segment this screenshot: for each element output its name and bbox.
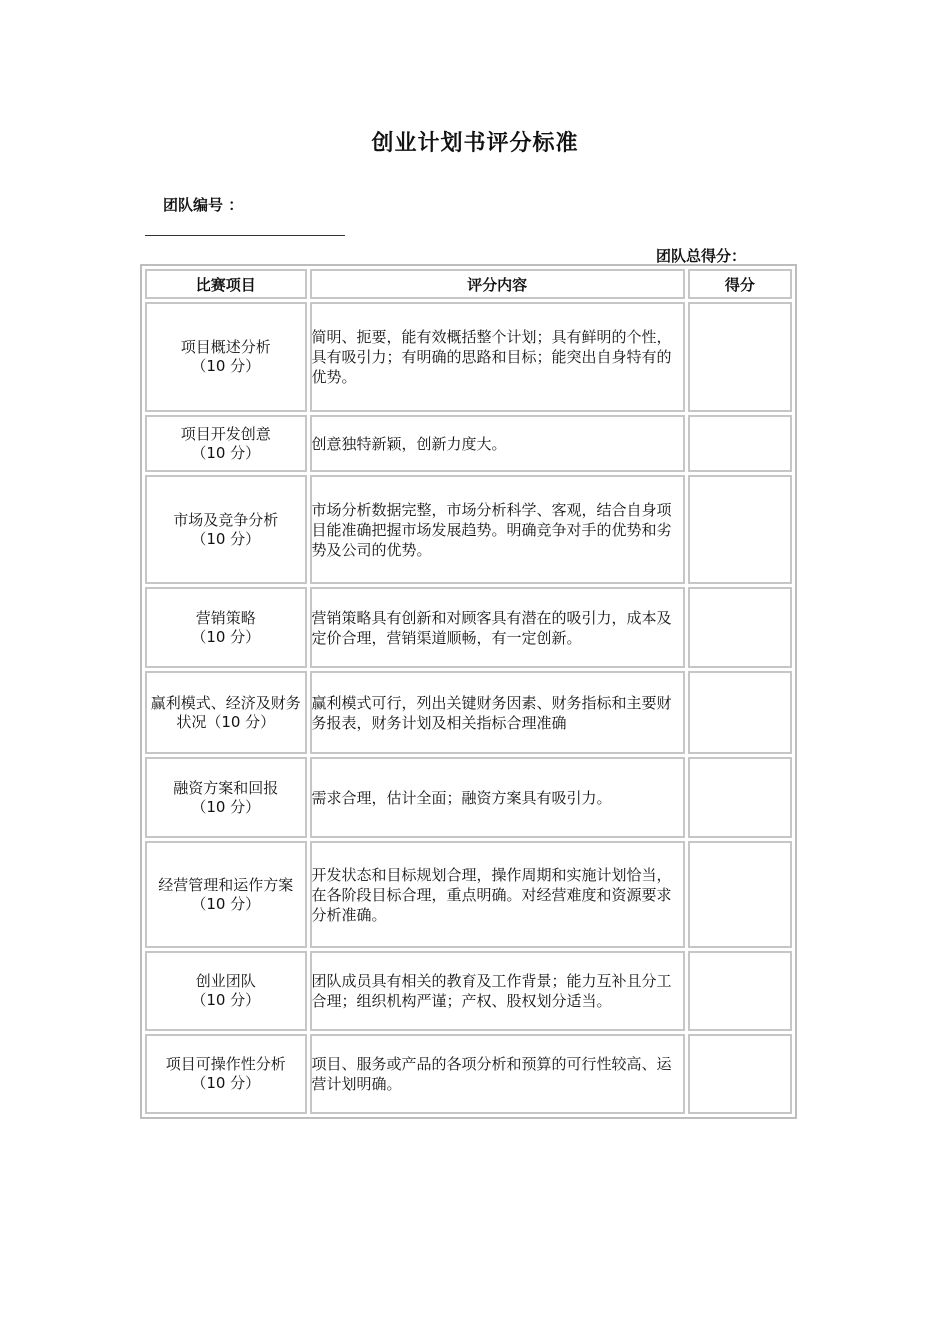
- item-points: （10 分）: [191, 797, 261, 816]
- item-points: 状况（10 分）: [176, 712, 276, 731]
- item-name: 项目概述分析: [180, 338, 271, 356]
- score-cell[interactable]: [688, 671, 792, 754]
- item-points: （10 分）: [191, 1074, 261, 1092]
- item-cell: [145, 757, 307, 838]
- item-name: 经营管理和运作方案: [158, 875, 294, 894]
- header-content: 评分内容: [310, 269, 685, 299]
- item-cell: [145, 1034, 307, 1114]
- item-points: （10 分）: [191, 894, 261, 913]
- score-cell[interactable]: [688, 475, 792, 584]
- item-cell: [145, 841, 307, 948]
- content-cell: 简明、扼要，能有效概括整个计划；具有鲜明的个性，具有吸引力；有明确的思路和目标；能突出自身特有的优势。: [310, 302, 685, 412]
- item-name: 项目可操作性分析: [165, 1055, 286, 1073]
- content-cell: 营销策略具有创新和对顾客具有潜在的吸引力，成本及定价合理，营销渠道顺畅，有一定创新。: [310, 587, 685, 668]
- item-points: （10 分）: [191, 443, 261, 462]
- content-cell: 开发状态和目标规划合理，操作周期和实施计划恰当，在各阶段目标合理，重点明确。对经营难度和资源要求分析准确。: [310, 841, 685, 948]
- item-name: 项目开发创意: [180, 424, 271, 443]
- item-name: 创业团队: [195, 972, 256, 990]
- content-cell: 市场分析数据完整，市场分析科学、客观，结合自身项目能准确把握市场发展趋势。明确竞争对手的优势和劣势及公司的优势。: [310, 475, 685, 584]
- content-cell: 团队成员具有相关的教育及工作背景；能力互补且分工合理；组织机构严谨；产权、股权划分适当。: [310, 951, 685, 1031]
- score-cell[interactable]: [688, 1034, 792, 1114]
- table-row: [145, 1034, 792, 1114]
- page-title: 创业计划书评分标准: [371, 131, 579, 156]
- table-row: [145, 671, 792, 754]
- header-score: 得分: [688, 269, 792, 299]
- item-name: 营销策略: [195, 608, 256, 627]
- item-cell: [145, 671, 307, 754]
- score-cell[interactable]: [688, 951, 792, 1031]
- item-name: 赢利模式、经济及财务: [150, 693, 301, 712]
- team-number-label: 团队编号 ：: [163, 196, 244, 214]
- team-total-score-label: 团队总得分：: [656, 247, 747, 265]
- table-row: [145, 475, 792, 584]
- table-row: [145, 841, 792, 948]
- score-cell[interactable]: [688, 587, 792, 668]
- item-cell: [145, 302, 307, 412]
- table-row: [145, 415, 792, 472]
- item-cell: [145, 475, 307, 584]
- score-cell[interactable]: [688, 757, 792, 838]
- content-cell: 创意独特新颖，创新力度大。: [310, 415, 685, 472]
- item-points: （10 分）: [191, 627, 261, 646]
- score-cell[interactable]: [688, 302, 792, 412]
- item-name: 融资方案和回报: [173, 778, 279, 797]
- score-cell[interactable]: [688, 415, 792, 472]
- content-cell: 赢利模式可行，列出关键财务因素、财务指标和主要财务报表，财务计划及相关指标合理准确: [310, 671, 685, 754]
- item-name: 市场及竞争分析: [173, 510, 279, 529]
- table-row: [145, 951, 792, 1031]
- item-cell: [145, 951, 307, 1031]
- table-row: [145, 587, 792, 668]
- table-row: [145, 757, 792, 838]
- table-row: [145, 302, 792, 412]
- table-header-row: [145, 269, 792, 299]
- item-points: （10 分）: [191, 529, 261, 548]
- item-points: （10 分）: [191, 991, 261, 1009]
- header-item: 比赛项目: [145, 269, 307, 299]
- content-cell: 需求合理，估计全面；融资方案具有吸引力。: [310, 757, 685, 838]
- item-cell: [145, 415, 307, 472]
- team-number-blank-line: [145, 235, 345, 236]
- item-cell: [145, 587, 307, 668]
- item-points: （10 分）: [191, 357, 261, 375]
- scoring-table: [140, 264, 797, 1119]
- content-cell: 项目、服务或产品的各项分析和预算的可行性较高、运营计划明确。: [310, 1034, 685, 1114]
- score-cell[interactable]: [688, 841, 792, 948]
